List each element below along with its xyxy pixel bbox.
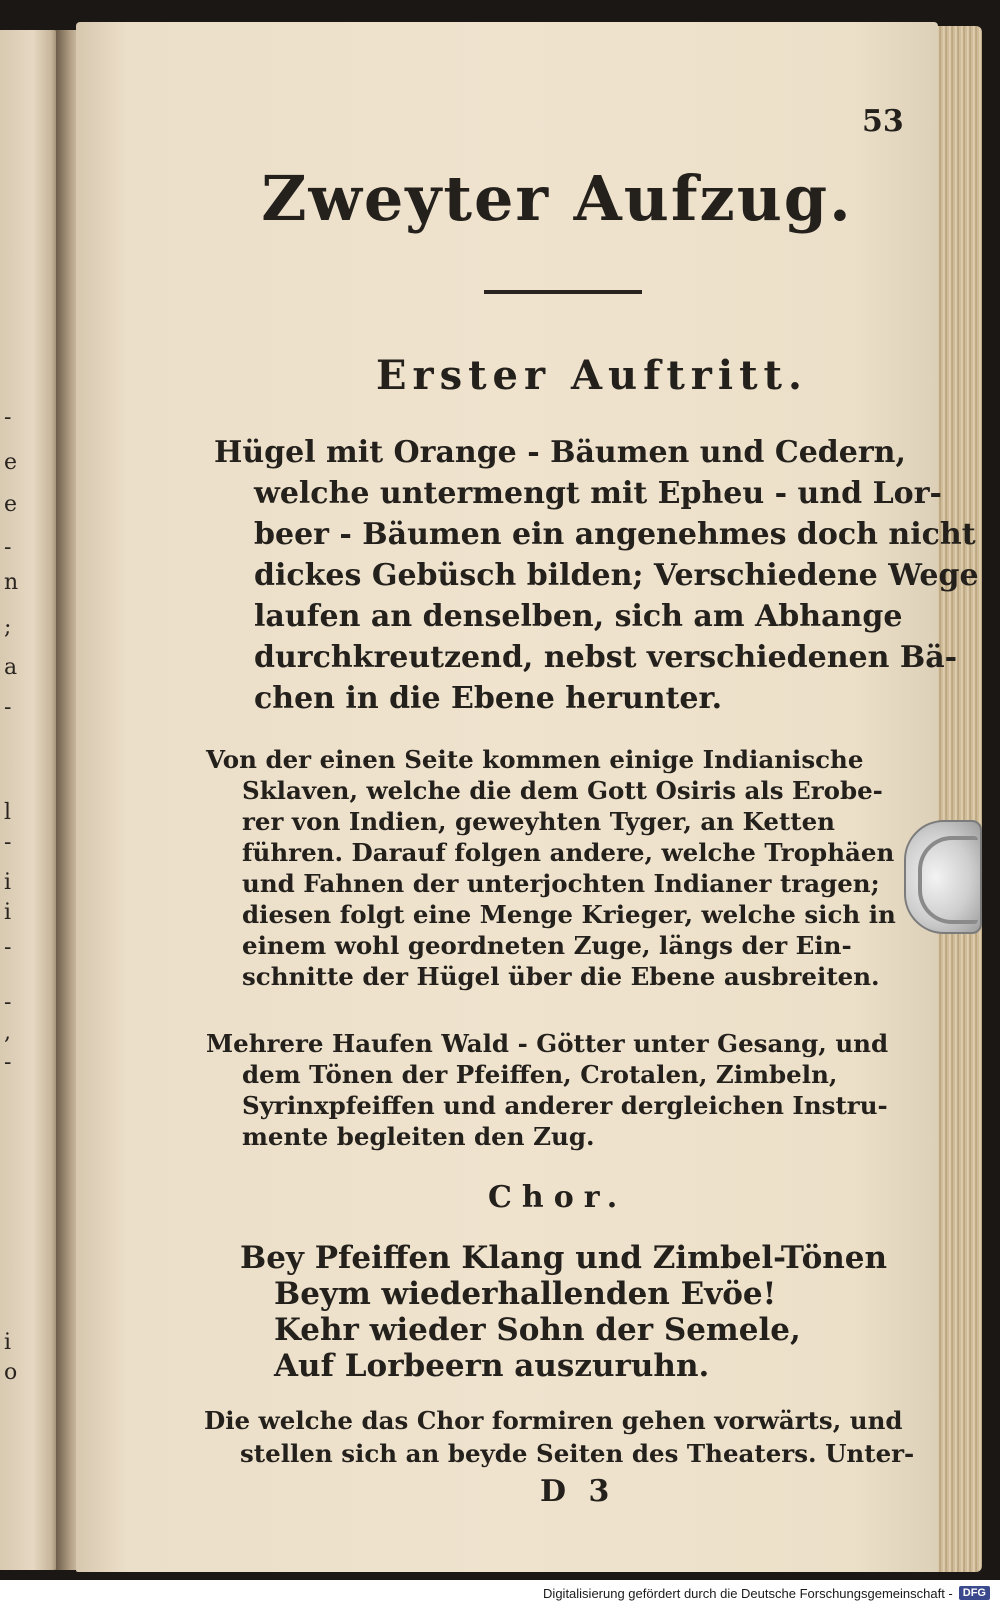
stage-direction-music [206,1028,888,1152]
page-clip-loop [918,836,978,924]
stage-direction-procession [206,744,896,992]
text-line: durchkreutzend, nebst verschiedenen Bä- [254,640,958,675]
text-line: Die welche das Chor formiren gehen vorwärts, und [204,1406,903,1435]
digitization-footer [543,1582,990,1604]
text-line: laufen an denselben, sich am Abhange [254,599,903,634]
text-line: dickes Gebüsch bilden; Verschiedene Wege [254,558,979,593]
footer-credit: Digitalisierung gefördert durch die Deutsche Forschungsgemeinschaft - [543,1585,953,1601]
dfg-logo: DFG [959,1586,990,1600]
text-line: welche untermengt mit Epheu - und Lor- [254,476,942,511]
text-line: chen in die Ebene herunter. [254,681,723,716]
stage-direction-chorus [204,1404,914,1470]
text-line: Hügel mit Orange - Bäumen und Cedern, [214,435,906,470]
signature-mark: D 3 [540,1474,616,1509]
text-line: schnitte der Hügel über die Ebene ausbreiten. [242,962,880,991]
verse-line: Beym wiederhallenden Evöe! [274,1276,777,1312]
verse-line: Bey Pfeiffen Klang und Zimbel-Tönen [240,1240,888,1276]
book-page [76,22,979,1572]
text-line: beer - Bäumen ein angenehmes doch nicht [254,517,976,552]
text-line: Von der einen Seite kommen einige Indianische [206,745,864,774]
text-line: rer von Indien, geweyhten Tyger, an Ketten [242,807,835,836]
chorus-verse [240,1240,887,1384]
text-line: mente begleiten den Zug. [242,1122,595,1151]
verse-line: Auf Lorbeern auszuruhn. [274,1348,710,1384]
text-line: stellen sich an beyde Seiten des Theaters. Unter- [240,1439,915,1468]
scene-title: Erster Auftritt. [376,352,808,399]
text-line: dem Tönen der Pfeiffen, Crotalen, Zimbeln, [242,1060,838,1089]
page-edges [936,26,982,1572]
text-line: führen. Darauf folgen andere, welche Trophäen [242,838,895,867]
page-clip [904,820,982,934]
text-line: diesen folgt eine Menge Krieger, welche sich in [242,900,896,929]
text-line: Syrinxpfeiffen und anderer dergleichen Instru- [242,1091,888,1120]
chorus-heading: Chor. [488,1180,628,1215]
previous-page-text-fragments: - e e - n ; a - l - i i - - , - i o [4,405,19,1385]
text-line: einem wohl geordneten Zuge, längs der Ein- [242,931,852,960]
text-line: und Fahnen der unterjochten Indianer tragen; [242,869,880,898]
title-rule [484,290,642,294]
previous-page-sliver [0,30,60,1570]
verse-line: Kehr wieder Sohn der Semele, [274,1312,801,1348]
text-line: Sklaven, welche die dem Gott Osiris als Erobe- [242,776,883,805]
page-number: 53 [862,104,904,139]
stage-direction-setting [214,432,979,719]
text-line: Mehrere Haufen Wald - Götter unter Gesang, und [206,1029,889,1058]
act-title: Zweyter Aufzug. [261,162,853,235]
